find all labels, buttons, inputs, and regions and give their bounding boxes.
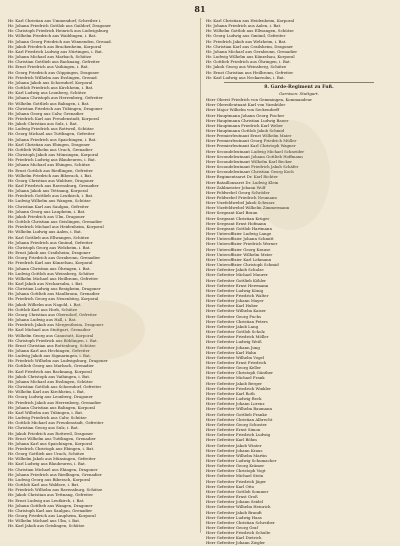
text-line: Herr Gefreiter Ludwig Schumacher [206,457,277,463]
text-line: Hr. Christoph Karl aus Saulgau, Grenadier [8,507,93,513]
text-line: Hr. Karl Michael aus Stuttgart, Grenadier [8,327,91,333]
text-line: Hr. Friedrich Karl aus Künzelsau, Korporal [8,260,93,266]
text-line: Hr. Johann Georg aus Laupheim, i. Bat. [8,208,86,214]
text-line: Herr Gefreiter Friedrich Schulte [206,530,271,536]
text-line: Hr. Johann Friedrich Gottlob aus Gaildorf, Dragoner [8,23,112,29]
text-line: Hr. Johann Michael aus Gerabronn, Grenadier [206,48,298,54]
text-line: Herr Gefreiter Karl Hahn [206,349,257,355]
text-line: Herr Oberst Friedrich von Gemmingen, Kommandeur [206,97,313,103]
text-line: Hr. Friedrich Jakob aus Welzheim, i. Bat. [206,38,287,44]
text-line: Hr. Christian Ludwig aus Besigheim, Dragoner [8,286,101,292]
text-line: Hr. Ernst Wilhelm aus Tuttlingen, Grenadier [8,435,96,441]
text-line: Hr. Friedrich Gottlieb aus Leutkirch, i. Bat. [8,193,94,199]
text-line: Hr. Johann Gottlieb aus Maulbronn, Grenadier [8,291,100,297]
section-heading: 8. Garde-Regiment zu Fuß. [264,84,334,90]
text-line: Herr Gefreiter Friedrich Walter [206,292,269,298]
text-line: Hr. Jakob Georg aus Weinsberg, Schütze [206,64,287,70]
text-line: Hr. Friedrich Ludwig aus Blaubeuren, i. Bat. [8,157,96,163]
text-line: Herr Gefreiter Wilhelm Baumann [206,406,272,412]
text-line: Herr Gefreiter Friedrich Winkler [206,385,271,391]
text-line: Herr Unteroffizier Johann Schmitt [206,236,274,242]
text-line: Hr. Christian Karl aus Saulgau, Gefreiter [8,203,89,209]
text-line: Herr Gefreiter Michael Stein [206,473,264,479]
text-line: Hr. Johann Jakob aus Schorndorf, Korporal [8,79,93,85]
text-line: Hr. Karl Friedrich Ludwig aus Nürtingen, i. Bat. [8,48,103,54]
text-line: Hr. Ernst Christian aus Heilbronn, Gefreiter [206,69,294,75]
text-line: Hr. Gottlieb Georg aus Marbach, Grenadier [8,363,94,369]
text-line: Herr Bataillonsarzt Dr. Ludwig Klein [206,179,279,185]
text-line: Herr Gefreiter Johann Lorenz [206,401,265,407]
text-line: Hr. Georg Gottlieb aus Urach, Schütze [8,451,85,457]
text-line: Hr. Georg Christian aus Oberndorf, Gefreiter [8,311,97,317]
text-line: Herr Gefreiter Wilhelm Heinrich [206,504,271,510]
text-line: Herr Gefreiter Karl Huber [206,303,258,309]
text-line: Hr. Johann Michael aus Ehingen, Schütze [8,162,90,168]
text-line: Herr Gefreiter Friedrich Jäger [206,478,267,484]
text-line: Herr Gefreiter Ludwig Weiß [206,339,262,345]
text-line: Herr Gefreiter Ernst Simon [206,427,261,433]
text-line: Hr. Jakob Christoph aus Vaihingen, i. Bat. [8,373,91,379]
text-line: Herr Gefreiter Jakob Winter [206,442,262,448]
text-line: Hr. Johann Christian aus Balingen, Korporal [8,404,95,410]
text-line: Herr Gefreiter Karl Otto [206,483,255,489]
text-line: Herr Gefreiter Ernst Groß [206,494,258,500]
right-column [200,18,392,546]
text-line: Herr Secondeleutnant Friedrich Jakob Schäfer [206,164,299,170]
text-line: Herr Sergeant Gottlob Hartmann [206,225,272,231]
text-line: Hr. Johann Friedrich aus Aalen, i. Bat. [206,23,282,29]
text-line: Hr. Wilhelm Gottlieb aus Balingen, i. Bat. [8,100,90,106]
text-line: Herr Gefreiter Christian Peters [206,318,268,324]
text-line: Herr Sergeant Christian Krüger [206,215,270,221]
text-line: Hr. Johann Michael aus Esslingen, Schütze [8,378,93,384]
text-line: Hr. Johann Ludwig aus Hall, i. Bat. [8,317,77,323]
text-line: Hr. Johann Friedrich aus Gmünd, Gefreiter [8,239,93,245]
section-subheading: Garnison: Stuttgart. [279,91,319,97]
text-line: Herr Gefreiter Jakob Schulze [206,267,264,273]
text-line: Herr Sergeant Karl Braun [206,210,258,216]
text-line: Hr. Jakob Friedrich aus Brackenheim, Korporal [8,43,102,49]
text-line: Hr. Karl Ludwig aus Neckarsulm, i. Bat. [206,74,285,80]
text-line: Hr. Ludwig Gottlob aus Weinsberg, Schütze [8,270,95,276]
text-line: Herr Gefreiter Gottlob Scholz [206,329,265,335]
text-line: Hr. Friedrich Georg aus Neuenbürg, Korporal [8,296,99,302]
text-line: Hr. Johann Christian aus Öhringen, i. Bat. [8,265,91,271]
text-line: Hr. Karl Christian aus Heidenheim, Korporal [206,18,295,23]
text-line: Hr. Gottlob Christian aus Geislingen, Grenadier [8,219,103,225]
text-line: Herr Gefreiter Ludwig Beck [206,396,262,402]
text-line: Herr Regimentsarzt Dr. Karl Richter [206,174,278,180]
text-line: Herr Hauptmann Johann Georg Fischer [206,112,285,118]
text-line: Hr. Georg Friedrich aus Laupheim, Korporal [8,513,96,518]
text-line: Hr. Christoph Friedrich aus Böblingen, i. Bat. [8,337,98,343]
text-line: Herr Premierleutnant Karl Christoph Wagner [206,143,296,149]
text-line: Herr Hauptmann Friedrich Karl Weber [206,122,284,128]
text-line: Hr. Georg Friedrich aus Gerabronn, Grenadier [8,255,101,261]
text-line: Herr Gefreiter Johann Jung [206,344,260,350]
text-line: Herr Secondeleutnant Johann Gottlieb Hoffmann [206,153,303,159]
text-line: Herr Gefreiter Georg Schuster [206,421,267,427]
text-line: Herr Sergeant Ernst Hofmann [206,220,267,226]
text-line: Herr Gefreiter Georg Keller [206,365,261,371]
text-line: Hr. Karl Jakob aus Geislingen, Schütze [8,523,85,529]
text-line: Herr Unteroffizier Ludwig Lange [206,231,272,237]
text-line: Herr Gefreiter Gottlob Sommer [206,488,269,494]
text-line: Herr Hauptmann Christian Ludwig Bauer [206,117,289,123]
text-line: Hr. Wilhelm Friedrich aus Waiblingen, i. Bat. [8,33,97,39]
text-line: Herr Gefreiter Michael Maurer [206,272,268,278]
text-line: Hr. Friedrich Wilhelm aus Ravensburg, Schütze [8,487,103,493]
text-line: Hr. Wilhelm Friedrich aus Biberach, i. Bat. [8,172,93,178]
right-column-bottom-list [206,97,392,546]
text-line: Herr Unteroffizier Wilhelm Meier [206,251,273,257]
text-line: Hr. Gottlob Friedrich aus Kirchheim, i. Bat. [8,85,94,91]
text-line: Herr Gefreiter Michael Frank [206,375,265,381]
text-line: Hr. Gottlob Karl aus Horb, Schütze [8,306,78,312]
text-line: Hr. Friedrich Jakob aus Mergentheim, Dragoner [8,322,104,328]
text-line: Herr Vizefeldwebel Jakob Schwarz [206,200,275,206]
text-line: Herr Gefreiter Friedrich Ludwig [206,432,271,438]
text-line: Hr. Jakob Christian aus Tettnang, Gefreiter [8,492,94,498]
text-line: Hr. Gottlieb Friedrich aus Öhringen, i. Bat. [206,59,291,65]
text-line: Hr. Christian Gottlob aus Schorndorf, Gefreiter [8,384,102,390]
text-line: Hr. Karl Ludwig aus Blaubeuren, i. Bat. [8,461,86,467]
text-line: Herr Oberstleutnant Karl von Varnbüler [206,102,286,108]
section-divider [224,82,374,83]
text-line: Hr. Wilhelm Ludwig aus Aalen, i. Bat. [8,229,82,235]
text-line: Herr Gefreiter Georg Graf [206,525,258,530]
text-line: Herr Feldwebel Friedrich Neumann [206,195,277,200]
text-line: Hr. Johann Karl aus Hechingen, Gefreiter [8,348,90,353]
text-line: Herr Gefreiter Ernst Friedrich [206,360,267,365]
text-line: Hr. Ernst Gottlob aus Riedlingen, Gefreiter [8,167,93,173]
text-line: Hr. Georg Michael aus Tuttlingen, Gefreiter [8,131,95,137]
text-line: Herr Gefreiter Ludwig Haas [206,514,262,520]
text-line: Hr. Christoph Georg aus Welzheim, i. Bat. [8,244,91,250]
text-line: Hr. Ludwig Friedrich aus Calw, Schütze [8,415,87,421]
text-line: Hr. Karl Christian aus Ummendorf, Schreiber i. [8,18,102,23]
text-line: Hr. Karl Gottlieb aus Ellwangen, Schütze [8,234,90,240]
text-line: Herr Feldwebel Georg Schröder [206,189,270,195]
text-line: Herr Zahlmeister Johann Wolf [206,184,266,190]
text-line: Hr. Karl Ludwig aus Leonberg, Schütze [8,90,86,96]
text-line: Herr Secondeleutnant Wilhelm Karl Becker [206,158,293,164]
text-line: Hr. Johann Christoph aus Herrenberg, Gefreiter [8,95,103,101]
text-line: Herr Gefreiter Karl Böhm [206,437,257,443]
page-number: 81 [194,4,206,14]
text-line: Hr. Friedrich Karl aus Freudenstadt, Korporal [8,115,99,121]
left-column [8,18,194,533]
text-line: Herr Secondeleutnant Christian Georg Koch [206,169,294,175]
text-line: Herr Gefreiter Johann Kraus [206,447,263,453]
text-line: Hr. Ernst Ludwig aus Leutkirch, i. Bat. [8,497,85,503]
text-line: Hr. Ludwig Wilhelm aus Wangen, Schütze [8,198,91,204]
text-line: Hr. Karl Wilhelm aus Tübingen, i. Bat. [8,409,84,415]
text-line: Hr. Ludwig Jakob aus Sigmaringen, i. Bat. [8,353,92,359]
text-line: Hr. Johann Jakob aus Tettnang, Korporal [8,188,88,194]
text-line: Hr. Karl Friedrich aus Backnang, Korporal [8,368,92,374]
text-line: Hr. Wilhelm Georg aus Cannstatt, Korporal [8,332,94,338]
text-line: Hr. Johann Friedrich aus Riedlingen, Grenadier [8,471,102,477]
text-line: Herr Gefreiter Christoph Günther [206,370,273,376]
text-line: Herr Gefreiter Karl Roth [206,390,255,396]
text-line: Hr. Karl Christian aus Ebingen, Dragoner [8,141,91,147]
text-line: Herr Premierleutnant Ernst Wilhelm Maier [206,133,292,139]
text-line: Hr. Wilhelm Karl aus Kirchheim, i. Bat. [8,389,85,395]
text-line: Herr Gefreiter Christoph Vogt [206,468,266,474]
text-line: Herr Secondeleutnant Ludwig Michael Schneider [206,148,305,154]
text-line: Hr. Friedrich Michael aus Heidenheim, Korporal [8,224,104,230]
text-line: Hr. Christian Georg aus Sulz, i. Bat. [8,425,79,431]
text-line: Hr. Christian Gottlieb aus Backnang, Gefreiter [8,59,100,65]
text-line: Herr Gefreiter Gottlieb Franke [206,411,268,417]
text-line: Hr. Christian Michael aus Ehingen, Dragoner [8,466,98,472]
text-line: Hr. Johann Georg Friedrich aus Winnenden, Grenad. [8,38,112,44]
text-line: Hr. Johann Michael aus Marbach, Schütze [8,54,92,60]
text-line: Herr Gefreiter Christian Schreiber [206,519,275,525]
text-line: Hr. Friedrich Wilhelm aus Ludwigsburg, Dragoner [8,358,108,364]
text-line: Hr. Gottlob Michael aus Freudenstadt, Gefreiter [8,420,104,426]
text-line: Hr. Ernst Christian aus Rottenburg, Schütze [8,342,96,348]
text-line: Herr Gefreiter Karl Dietrich [206,535,262,541]
text-line: Hr. Christoph Jakob aus Münsingen, Korporal [8,152,99,158]
text-line: Hr. Christian Karl aus Crailsheim, Dragoner [206,43,294,49]
text-line: Hr. Johann Friedrich aus Spaichingen, i. Bat. [8,136,97,142]
text-line: Herr Gefreiter Johann Ziegler [206,540,265,546]
text-line: Herr Gefreiter Wilhelm Martin [206,452,267,458]
text-line: Hr. Christoph Friedrich Heinrich aus Ludwigsburg [8,28,109,34]
text-line: Herr Gefreiter Friedrich Möller [206,334,269,340]
text-line: Hr. Christian Friedrich aus Tübingen, Dragoner [8,105,103,111]
text-line: Hr. Jakob Wilhelm aus Nagold, i. Bat. [8,301,82,307]
text-line: Hr. Ernst Friedrich aus Vaihingen, i. Bat. [8,64,89,70]
text-line: Herr Gefreiter Wilhelm Kaiser [206,308,266,314]
text-line: Herr Unteroffizier Christoph Schmid [206,262,279,268]
text-line: Herr Vizefeldwebel Wilhelm Zimmermann [206,205,290,211]
text-line: Hr. Georg Christian aus Waldsee, Dragoner [8,177,94,183]
text-line: Hr. Friedrich Jakob aus Herrenberg, Grenadier [8,399,102,405]
text-line: Hr. Wilhelm Gottlob aus Ellwangen, Schütze [206,28,294,34]
text-line: Herr Gefreiter Johann Seidel [206,499,264,505]
text-line: Herr Gefreiter Jakob Lang [206,323,259,329]
text-line: Hr. Ludwig Friedrich aus Rottweil, Schütze [8,126,94,132]
text-line: Hr. Wilhelm Michael aus Heilbronn, Gefreiter [8,275,99,281]
right-column-top-list [206,18,392,80]
text-line: Hr. Friedrich Christoph aus Ebingen, i. Bat. [8,445,95,451]
text-line: Hr. Jakob Friedrich aus Ulm, Dragoner [8,213,85,219]
text-line: Hr. Ludwig Georg aus Biberach, Korporal [8,476,91,482]
text-line: Herr Unteroffizier Georg Krause [206,246,271,252]
text-line: Hr. Jakob Christian aus Sulz, i. Bat. [8,121,78,127]
text-line: Hr. Wilhelm Michael aus Ulm, i. Bat. [8,518,81,524]
text-line: Hr. Jakob Friedrich aus Rottweil, Dragoner [8,430,94,436]
text-line: Herr Unteroffizier Friedrich Werner [206,241,278,247]
text-line: Herr Gefreiter Georg Krämer [206,463,265,469]
text-line: Hr. Friedrich Wilhelm aus Esslingen, Grenad. [8,74,98,80]
text-line: Hr. Karl Friedrich aus Ravensburg, Grenadier [8,183,99,188]
text-line: Herr Gefreiter Georg Fuchs [206,313,262,319]
text-line: Hr. Johann Karl aus Spaichingen, Korporal [8,440,93,446]
text-line: Herr Gefreiter Christian Albrecht [206,416,273,422]
text-line: Herr Gefreiter Wilhelm Vogel [206,354,265,360]
text-line: Herr Gefreiter Jakob Brandt [206,509,262,515]
text-line: Hr. Georg Friedrich aus Göppingen, Dragoner [8,69,100,75]
text-line: Hr. Wilhelm Jakob aus Münsingen, Gefreiter [8,456,96,462]
text-line: Herr Premierleutnant Georg Friedrich Müller [206,138,297,144]
text-line: Herr Gefreiter Ludwig König [206,287,264,293]
text-line: Hr. Gottlieb Wilhelm aus Urach, Grenadier [8,146,93,152]
text-line: Herr Gefreiter Jakob Berger [206,380,262,386]
text-line: Hr. Johann Gottlieb aus Wangen, Dragoner [8,502,93,508]
text-line: Hr. Johann Georg aus Calw, Grenadier [8,110,84,116]
text-line: Hr. Ludwig Wilhelm aus Künzelsau, Korporal [206,54,295,60]
text-line: Herr Gefreiter Gottlieb Köhler [206,277,267,283]
text-line: Herr Gefreiter Johann Mayer [206,298,264,304]
text-line: Herr Major Wilhelm von Seckendorff [206,107,280,113]
text-line: Hr. Karl Jakob aus Neckarsulm, i. Bat. [8,280,84,286]
text-columns [8,18,392,546]
text-line: Herr Unteroffizier Karl Lehmann [206,256,272,262]
text-line: Herr Gefreiter Ernst Herrmann [206,282,269,288]
text-line: Herr Hauptmann Gottlob Jakob Schmid [206,127,285,133]
text-line: Hr. Gottlob Karl aus Waldsee, i. Bat. [8,482,80,488]
text-line: Hr. Georg Ludwig aus Gmünd, Gefreiter [206,33,286,39]
text-line: Hr. Ernst Jakob aus Crailsheim, Dragoner [8,250,91,256]
text-line: Hr. Georg Ludwig aus Leonberg, Dragoner [8,394,93,400]
